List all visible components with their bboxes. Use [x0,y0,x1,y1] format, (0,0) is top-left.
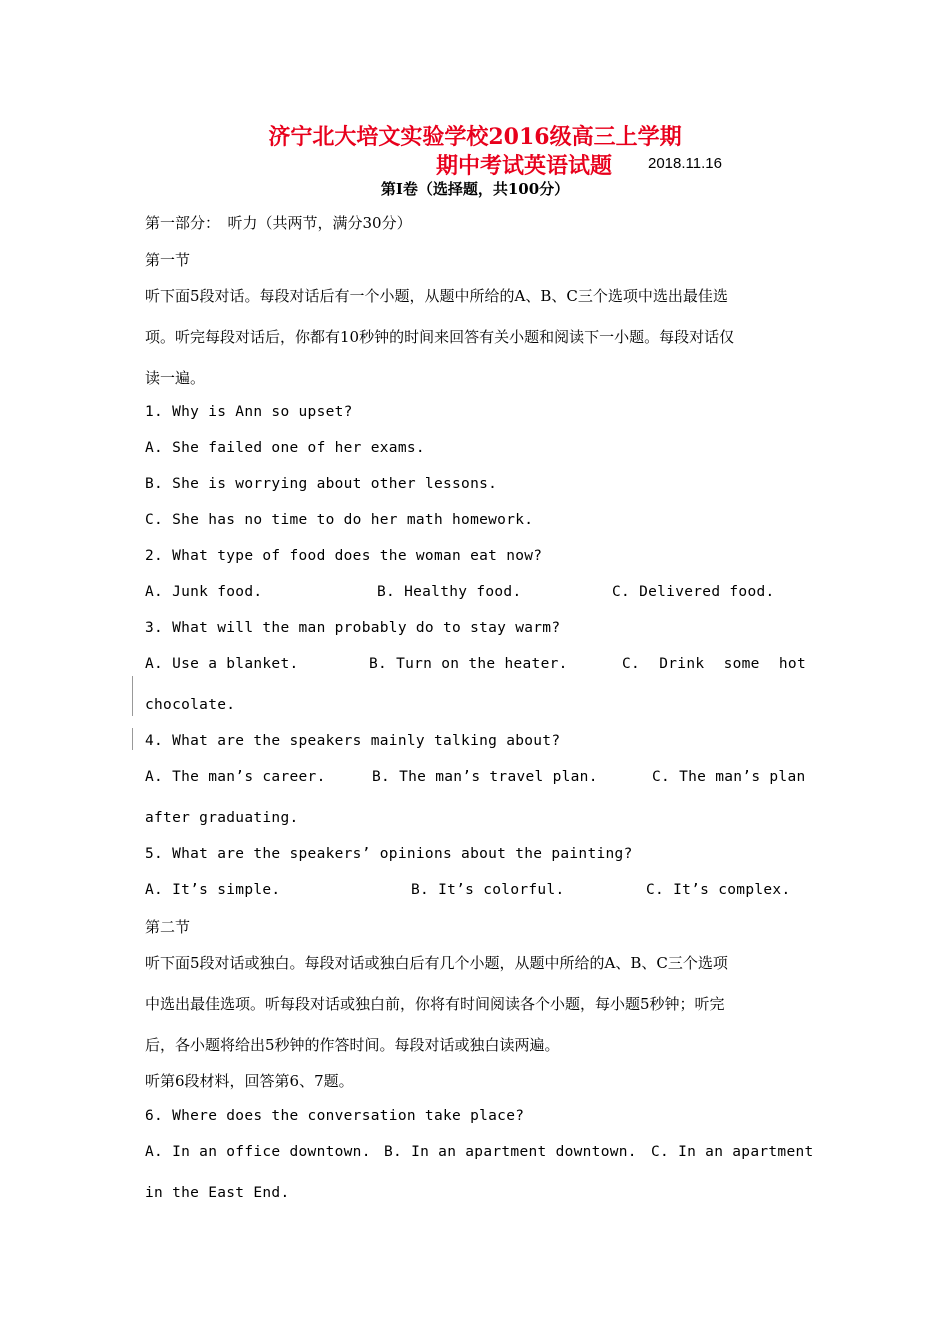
q3-option-c-word1: Drink [659,656,705,672]
q4-option-a: A. The man’s career. [145,769,326,785]
sec2-instr-1: 听下面5段对话或独白。每段对话或独白后有几个小题，从题中所给的A、B、C三个选项 [145,954,728,972]
q1-option-c: C. She has no time to do her math homework. [145,512,534,528]
q4-stem: 4. What are the speakers mainly talking about? [145,733,561,749]
q1-option-b: B. She is worrying about other lessons. [145,476,498,492]
sec1-instr-1: 听下面5段对话。每段对话后有一个小题，从题中所给的A、B、C三个选项中选出最佳选 [145,287,728,305]
q6-stem: 6. Where does the conversation take place? [145,1108,525,1124]
exam-date: 2018.11.16 [648,155,722,172]
q6-option-c: C. In an apartment [651,1144,814,1160]
q4-option-c: C. The man’s plan [652,769,806,785]
q6-option-b: B. In an apartment downtown. [384,1144,637,1160]
q1-stem: 1. Why is Ann so upset? [145,404,353,420]
q3-option-c-word3: hot [778,656,806,672]
q6-option-c-cont: in the East End. [145,1185,290,1201]
q2-option-a: A. Junk food. [145,584,263,600]
q5-stem: 5. What are the speakers’ opinions about the painting? [145,846,633,862]
q5-option-b: B. It’s colorful. [411,882,565,898]
sec2-instr-3: 后，各小题将给出5秒钟的作答时间。每段对话或独白读两遍。 [145,1036,560,1054]
q3-option-a: A. Use a blanket. [145,656,299,672]
q3-stem: 3. What will the man probably do to stay warm? [145,620,561,636]
q3-option-b: B. Turn on the heater. [369,656,568,672]
sec2-heading: 第二节 [145,918,191,936]
q2-option-b: B. Healthy food. [377,584,522,600]
q6-option-a: A. In an office downtown. [145,1144,371,1160]
sec1-heading: 第一节 [145,251,191,269]
margin-line [132,676,133,716]
q4-option-b: B. The man’s travel plan. [372,769,598,785]
margin-line [132,728,133,750]
q5-option-a: A. It’s simple. [145,882,281,898]
q4-option-c-cont: after graduating. [145,810,299,826]
sec1-instr-3: 读一遍。 [145,369,206,387]
material6-heading: 听第6段材料，回答第6、7题。 [145,1072,354,1090]
q3-option-c-label: C. [622,656,641,672]
q3-option-c [622,656,806,672]
title-line1: 济宁北大培文实验学校2016级高三上学期 [268,124,682,150]
section-heading: 第Ⅰ卷（选择题，共100分） [380,180,570,198]
q2-option-c: C. Delivered food. [612,584,775,600]
title-line2: 期中考试英语试题 [436,153,613,179]
q1-option-a: A. She failed one of her exams. [145,440,425,456]
sec1-instr-2: 项。听完每段对话后，你都有10秒钟的时间来回答有关小题和阅读下一小题。每段对话仅 [145,328,735,346]
part1-heading: 第一部分： 听力（共两节，满分30分） [145,214,412,232]
sec2-instr-2: 中选出最佳选项。听每段对话或独白前，你将有时间阅读各个小题，每小题5秒钟；听完 [145,995,725,1013]
q5-option-c: C. It’s complex. [646,882,791,898]
q3-option-c-cont: chocolate. [145,697,236,713]
q3-option-c-word2: some [723,656,760,672]
q2-stem: 2. What type of food does the woman eat now? [145,548,543,564]
